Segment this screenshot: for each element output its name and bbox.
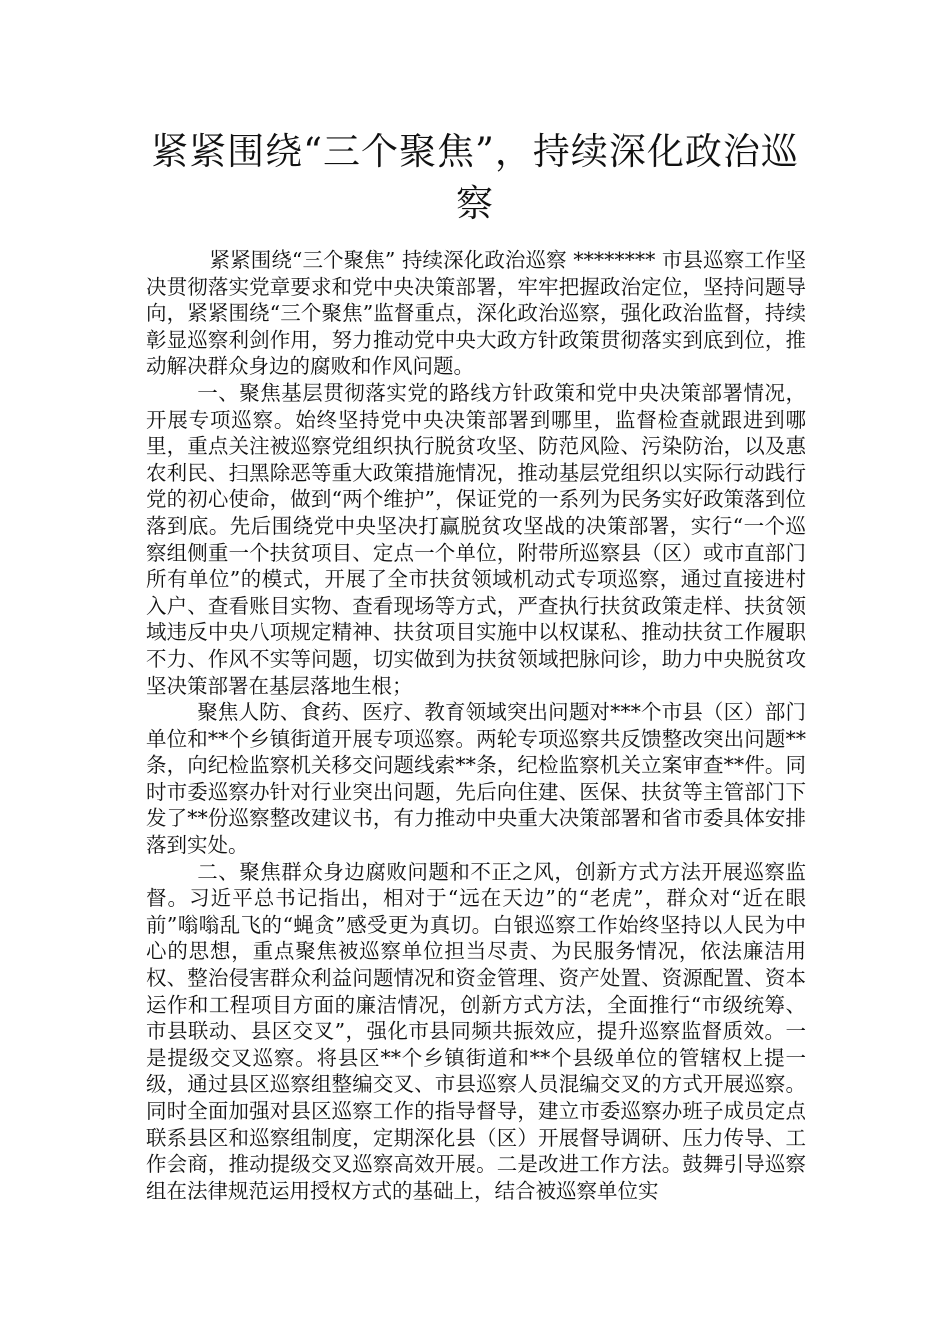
paragraph-special-inspection: 聚焦人防、食药、医疗、教育领域突出问题对***个市县（区）部门单位和**个乡镇街道开展专项巡察。两轮专项巡察共反馈整改突出问题**条，向纪检监察机关移交问题线索**条，纪检监察机关立案审查**件。同时市委巡察办针对行业突出问题，先后向住建、医保、扶贫等主管部门下发了**份巡察整改建议书，有力推动中央重大决策部署和省市委具体安排落到实处。	[146, 700, 806, 858]
paragraph-intro: 紧紧围绕“三个聚焦” 持续深化政治巡察 ******** 市县巡察工作坚决贯彻落实党章要求和党中央决策部署，牢牢把握政治定位，坚持问题导向，紧紧围绕“三个聚焦”监督重点，深化政治巡察，强化政治监督，持续彰显巡察利剑作用，努力推动党中央大政方针政策贯彻落实到底到位，推动解决群众身边的腐败和作风问题。	[146, 248, 806, 379]
paragraph-section-1: 一、聚焦基层贯彻落实党的路线方针政策和党中央决策部署情况，开展专项巡察。始终坚持党中央决策部署到哪里，监督检查就跟进到哪里，重点关注被巡察党组织执行脱贫攻坚、防范风险、污染防治，以及惠农利民、扫黑除恶等重大政策措施情况，推动基层党组织以实际行动践行党的初心使命，做到“两个维护”，保证党的一系列为民务实好政策落到位落到底。先后围绕党中央坚决打赢脱贫攻坚战的决策部署，实行“一个巡察组侧重一个扶贫项目、定点一个单位，附带所巡察县（区）或市直部门所有单位”的模式，开展了全市扶贫领域机动式专项巡察，通过直接进村入户、查看账目实物、查看现场等方式，严查执行扶贫政策走样、扶贫领域违反中央八项规定精神、扶贫项目实施中以权谋私、推动扶贫工作履职不力、作风不实等问题，切实做到为扶贫领域把脉问诊，助力中央脱贫攻坚决策部署在基层落地生根；	[146, 380, 806, 698]
document-body	[146, 247, 806, 1204]
paragraph-section-2: 二、聚焦群众身边腐败问题和不正之风，创新方式方法开展巡察监督。习近平总书记指出，相对于“远在天边”的“老虎”，群众对“近在眼前”嗡嗡乱飞的“蝇贪”感受更为真切。白银巡察工作始终坚持以人民为中心的思想，重点聚焦被巡察单位担当尽责、为民服务情况，依法廉洁用权、整治侵害群众利益问题情况和资金管理、资产处置、资源配置、资本运作和工程项目方面的廉洁情况，创新方式方法，全面推行“市级统筹、市县联动、县区交叉”，强化市县同频共振效应，提升巡察监督质效。一是提级交叉巡察。将县区**个乡镇街道和**个县级单位的管辖权上提一级，通过县区巡察组整编交叉、市县巡察人员混编交叉的方式开展巡察。同时全面加强对县区巡察工作的指导督导，建立市委巡察办班子成员定点联系县区和巡察组制度，定期深化县（区）开展督导调研、压力传导、工作会商，推动提级交叉巡察高效开展。二是改进工作方法。鼓舞引导巡察组在法律规范运用授权方式的基础上，结合被巡察单位实	[146, 859, 806, 1203]
document-title: 紧紧围绕“三个聚焦”，持续深化政治巡察	[151, 130, 799, 225]
